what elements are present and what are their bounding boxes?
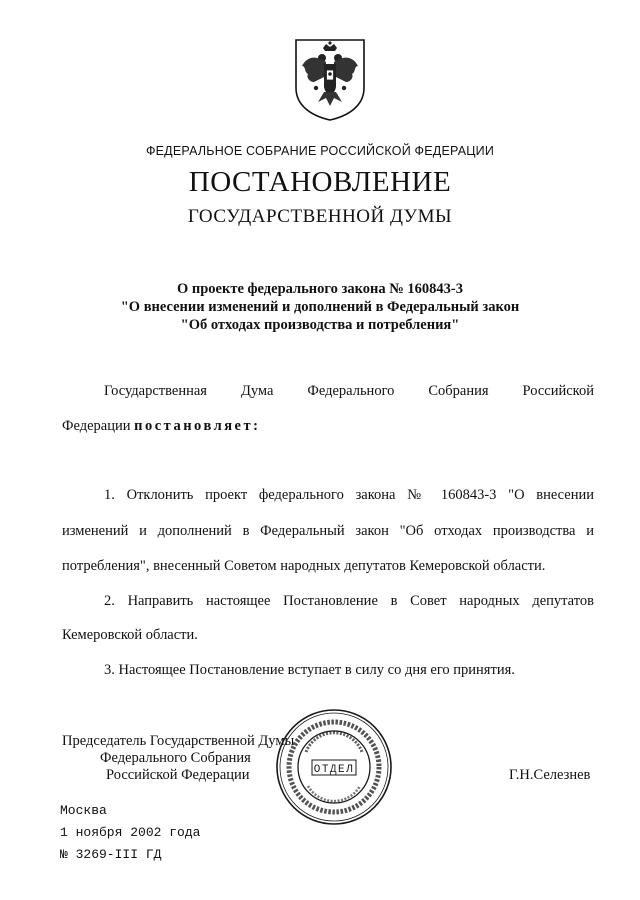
signer-position-line-3: Российской Федерации: [106, 767, 250, 783]
signer-name: Г.Н.Селезнев: [509, 767, 591, 783]
signer-position-line-1: Председатель Государственной Думы: [62, 733, 295, 749]
preamble-line-2: [62, 418, 260, 435]
signer-position-line-2: Федерального Собрания: [100, 750, 251, 766]
footer-city: Москва: [60, 803, 107, 818]
preamble-line-2-start: Федерации: [62, 418, 131, 434]
preamble-resolves: постановляет:: [134, 418, 261, 434]
item-3-line-1: 3. Настоящее Постановление вступает в силу со дня его принятия.: [104, 662, 515, 678]
organization-name: ФЕДЕРАЛЬНОЕ СОБРАНИЕ РОССИЙСКОЙ ФЕДЕРАЦИИ: [145, 144, 495, 158]
subject-line-3: "Об отходах производства и потребления": [180, 317, 460, 333]
item-1-line-1: 1. Отклонить проект федерального закона № 160843-3 "О внесении: [104, 487, 594, 503]
coat-of-arms-icon: [290, 36, 370, 122]
preamble-line-1: Государственная Дума Федерального Собрания Российской: [104, 383, 594, 399]
subject-line-2: "О внесении изменений и дополнений в Федеральный закон: [120, 299, 520, 315]
item-1-line-2: изменений и дополнений в Федеральный закон "Об отходах производства и: [62, 523, 594, 539]
document-title: ПОСТАНОВЛЕНИЕ: [188, 166, 452, 198]
footer-date: 1 ноября 2002 года: [60, 825, 201, 840]
document-subject: [60, 280, 580, 334]
footer-number: № 3269-III ГД: [60, 847, 162, 862]
item-2-line-2: Кемеровской области.: [62, 627, 198, 643]
document-subtitle: ГОСУДАРСТВЕННОЙ ДУМЫ: [187, 206, 453, 227]
official-stamp-icon: [274, 706, 394, 828]
subject-line-1: О проекте федерального закона № 160843-3: [176, 281, 464, 297]
document-footer: [60, 800, 200, 866]
item-1-line-3: потребления", внесенный Советом народных депутатов Кемеровской области.: [62, 558, 546, 574]
item-2-line-1: 2. Направить настоящее Постановление в Совет народных депутатов: [104, 593, 594, 609]
stamp-center-text: ОТДЕЛ: [313, 764, 355, 776]
